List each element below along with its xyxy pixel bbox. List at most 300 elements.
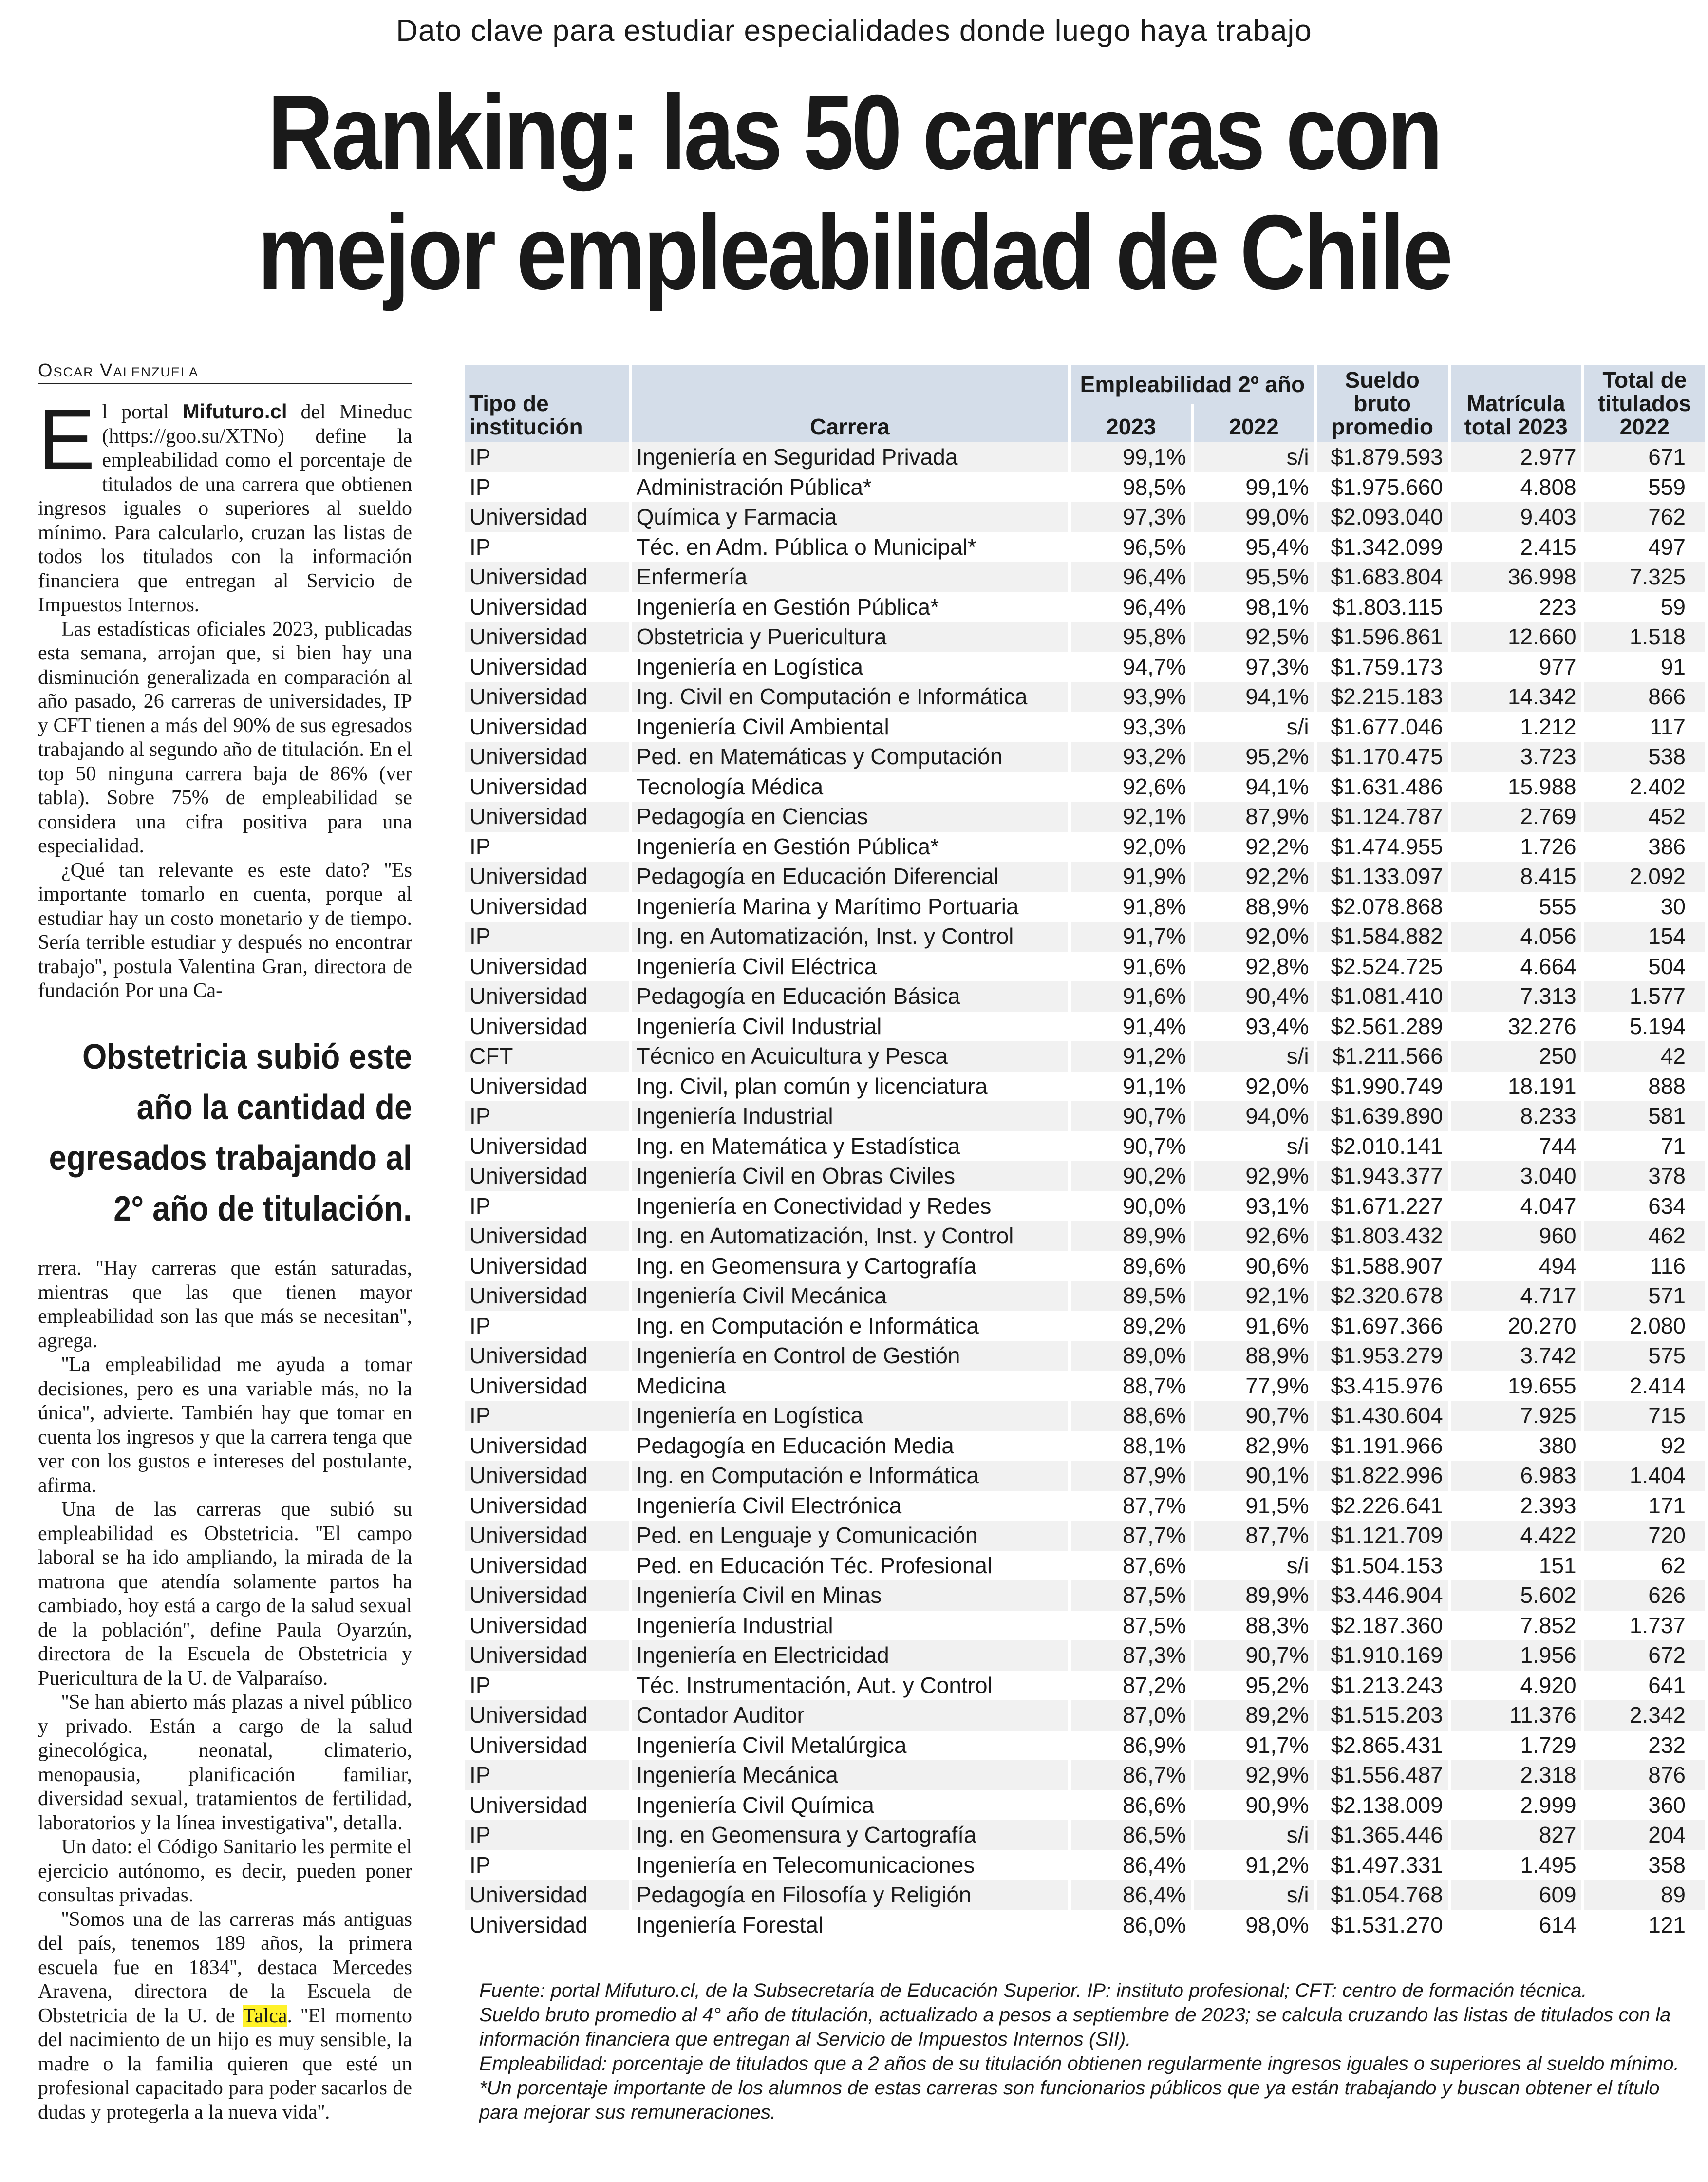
cell-emp-2022: 89,9%	[1194, 1580, 1314, 1611]
table-row	[465, 1161, 1705, 1191]
cell-carrera: Tecnología Médica	[636, 773, 824, 799]
cell-tipo: Universidad	[469, 1912, 588, 1937]
table-row	[465, 1671, 1705, 1701]
cell-emp-2023: 87,7%	[1071, 1521, 1191, 1551]
cell-emp-2022: 97,3%	[1245, 654, 1309, 679]
ranking-table-wrapper	[462, 365, 1708, 1940]
table-row	[465, 1371, 1705, 1401]
article-column-bottom	[38, 1257, 412, 2172]
cell-titulados: 7.325	[1584, 562, 1705, 592]
cell-matricula: 7.313	[1451, 981, 1581, 1012]
cell-carrera: Ing. en Geomensura y Cartografía	[636, 1253, 976, 1279]
cell-matricula: 36.998	[1451, 562, 1581, 592]
cell-carrera: Ingeniería Civil en Obras Civiles	[632, 1161, 1069, 1191]
cell-emp-2022: 93,1%	[1245, 1193, 1309, 1219]
cell-emp-2022: 95,5%	[1194, 562, 1314, 592]
cell-matricula: 15.988	[1507, 773, 1577, 799]
cell-sueldo: $1.803.115	[1332, 594, 1443, 620]
table-row	[465, 1221, 1705, 1251]
cell-matricula: 7.852	[1520, 1612, 1577, 1638]
ranking-table-body	[465, 442, 1705, 1940]
cell-titulados: 30	[1660, 893, 1686, 919]
cell-sueldo: $1.596.861	[1317, 622, 1448, 652]
cell-titulados: 1.404	[1584, 1461, 1705, 1491]
cell-emp-2022: 92,6%	[1194, 1221, 1314, 1251]
cell-sueldo: $2.226.641	[1331, 1492, 1443, 1518]
cell-sueldo: $1.342.099	[1331, 534, 1443, 560]
cell-titulados: 378	[1584, 1161, 1705, 1191]
header-2022: 2022	[1194, 404, 1314, 442]
cell-emp-2023: 88,7%	[1123, 1373, 1186, 1398]
cell-carrera: Ingeniería Civil Eléctrica	[636, 953, 877, 979]
cell-matricula: 4.808	[1520, 474, 1577, 500]
cell-titulados: 876	[1584, 1760, 1705, 1790]
cell-emp-2022: 90,1%	[1194, 1461, 1314, 1491]
cell-sueldo: $1.504.153	[1331, 1552, 1443, 1578]
cell-titulados: 171	[1648, 1492, 1686, 1518]
headline-line-1: Ranking: las 50 carreras con	[267, 74, 1441, 192]
cell-tipo: Universidad	[469, 1432, 588, 1458]
cell-tipo: IP	[465, 1401, 629, 1431]
cell-sueldo: $2.865.431	[1331, 1732, 1443, 1758]
cell-matricula: 7.925	[1451, 1401, 1581, 1431]
cell-carrera: Ingeniería Civil Mecánica	[632, 1281, 1069, 1311]
cell-sueldo: $1.910.169	[1317, 1640, 1448, 1671]
table-row	[465, 1101, 1705, 1131]
cell-carrera: Ped. en Educación Téc. Profesional	[636, 1552, 993, 1578]
cell-emp-2023: 90,2%	[1071, 1161, 1191, 1191]
table-row	[465, 652, 1705, 682]
table-row	[465, 682, 1705, 712]
table-row	[465, 1910, 1705, 1940]
cell-matricula: 12.660	[1451, 622, 1581, 652]
table-row	[465, 472, 1705, 503]
table-row	[465, 1131, 1705, 1162]
header-titulados: Total de titulados 2022	[1584, 365, 1705, 442]
cell-tipo: Universidad	[465, 1341, 629, 1371]
cell-matricula: 14.342	[1451, 682, 1581, 712]
cell-tipo: Universidad	[469, 1732, 588, 1758]
cell-emp-2023: 86,0%	[1123, 1912, 1186, 1937]
cell-tipo: Universidad	[469, 1552, 588, 1578]
cell-emp-2022: 91,7%	[1245, 1732, 1309, 1758]
cell-emp-2022: 88,3%	[1245, 1612, 1309, 1638]
table-row	[465, 1281, 1705, 1311]
cell-tipo: IP	[465, 922, 629, 952]
cell-matricula: 1.726	[1520, 833, 1577, 859]
cell-carrera: Ingeniería Civil en Minas	[632, 1580, 1069, 1611]
table-row	[465, 922, 1705, 952]
cell-carrera: Ingeniería Mecánica	[632, 1760, 1069, 1790]
cell-emp-2022: s/i	[1194, 442, 1314, 472]
cell-titulados: 1.737	[1629, 1612, 1686, 1638]
cell-carrera: Técnico en Acuicultura y Pesca	[632, 1041, 1069, 1072]
cell-emp-2023: 86,9%	[1123, 1732, 1186, 1758]
cell-sueldo: $2.138.009	[1331, 1792, 1443, 1818]
cell-tipo: Universidad	[465, 1880, 629, 1910]
cell-sueldo: $1.213.243	[1331, 1672, 1443, 1698]
cell-titulados: 1.518	[1584, 622, 1705, 652]
cell-titulados: 92	[1660, 1432, 1686, 1458]
cell-carrera: Ingeniería en Telecomunicaciones	[636, 1852, 975, 1878]
table-row	[465, 952, 1705, 982]
cell-carrera: Administración Pública*	[636, 474, 872, 500]
cell-sueldo: $2.187.360	[1331, 1612, 1443, 1638]
cell-emp-2023: 87,5%	[1071, 1580, 1191, 1611]
cell-carrera: Ing. en Automatización, Inst. y Control	[632, 922, 1069, 952]
cell-sueldo: $1.584.882	[1317, 922, 1448, 952]
cell-emp-2023: 92,6%	[1123, 773, 1186, 799]
cell-titulados: 59	[1660, 594, 1686, 620]
cell-sueldo: $3.415.976	[1331, 1373, 1443, 1398]
cell-titulados: 204	[1584, 1820, 1705, 1850]
cell-emp-2023: 91,4%	[1123, 1013, 1186, 1039]
table-row	[465, 1461, 1705, 1491]
cell-titulados: 5.194	[1629, 1013, 1686, 1039]
cell-emp-2022: 94,0%	[1194, 1101, 1314, 1131]
cell-carrera: Ing. Civil, plan común y licenciatura	[636, 1073, 988, 1099]
cell-emp-2023: 89,6%	[1123, 1253, 1186, 1279]
cell-emp-2022: 98,1%	[1245, 594, 1309, 620]
p1-lead: l portal	[102, 401, 183, 423]
cell-carrera: Obstetricia y Puericultura	[632, 622, 1069, 652]
table-row	[465, 622, 1705, 652]
header-tipo: Tipo de institución	[465, 365, 629, 442]
table-row	[465, 1580, 1705, 1611]
cell-tipo: Universidad	[469, 1253, 588, 1279]
cell-tipo: Universidad	[465, 802, 629, 832]
cell-matricula: 2.318	[1451, 1760, 1581, 1790]
cell-carrera: Medicina	[636, 1373, 726, 1398]
cell-carrera: Ingeniería en Gestión Pública*	[636, 833, 939, 859]
cell-matricula: 2.999	[1520, 1792, 1577, 1818]
cell-emp-2023: 88,6%	[1071, 1401, 1191, 1431]
cell-matricula: 20.270	[1507, 1313, 1577, 1338]
cell-carrera: Ingeniería en Logística	[632, 1401, 1069, 1431]
cell-emp-2023: 96,4%	[1123, 594, 1186, 620]
cell-tipo: Universidad	[469, 1073, 588, 1099]
cell-matricula: 223	[1539, 594, 1577, 620]
cell-titulados: 641	[1648, 1672, 1686, 1698]
table-row	[465, 562, 1705, 592]
cell-sueldo: $1.191.966	[1331, 1432, 1443, 1458]
cell-emp-2023: 93,2%	[1071, 742, 1191, 772]
ranking-table	[462, 365, 1708, 1940]
cell-tipo: Universidad	[465, 1461, 629, 1491]
cell-titulados: 452	[1584, 802, 1705, 832]
cell-matricula: 960	[1451, 1221, 1581, 1251]
cell-emp-2022: 93,4%	[1245, 1013, 1309, 1039]
cell-carrera: Ingeniería Civil Metalúrgica	[636, 1732, 907, 1758]
cell-titulados: 89	[1584, 1880, 1705, 1910]
cell-titulados: 571	[1584, 1281, 1705, 1311]
cell-titulados: 42	[1584, 1041, 1705, 1072]
cell-matricula: 6.983	[1451, 1461, 1581, 1491]
cell-sueldo: $2.524.725	[1331, 953, 1443, 979]
cell-titulados: 462	[1584, 1221, 1705, 1251]
cell-emp-2023: 91,7%	[1071, 922, 1191, 952]
cell-emp-2022: 92,1%	[1194, 1281, 1314, 1311]
table-row	[465, 592, 1705, 622]
cell-carrera: Ped. en Lenguaje y Comunicación	[632, 1521, 1069, 1551]
cell-emp-2022: 94,1%	[1245, 773, 1309, 799]
cell-carrera: Ingeniería en Logística	[636, 654, 863, 679]
cell-tipo: Universidad	[465, 1281, 629, 1311]
cell-sueldo: $1.054.768	[1317, 1880, 1448, 1910]
header-2023: 2023	[1071, 404, 1191, 442]
cell-tipo: Universidad	[465, 682, 629, 712]
cell-emp-2023: 91,2%	[1071, 1041, 1191, 1072]
pull-quote-line-4: 2° año de titulación.	[113, 1189, 413, 1228]
cell-sueldo: $1.631.486	[1331, 773, 1443, 799]
cell-tipo: Universidad	[469, 773, 588, 799]
cell-emp-2023: 91,8%	[1123, 893, 1186, 919]
cell-matricula: 3.723	[1451, 742, 1581, 772]
cell-emp-2023: 86,4%	[1071, 1880, 1191, 1910]
table-row	[465, 1820, 1705, 1850]
table-row	[465, 1521, 1705, 1551]
cell-sueldo: $1.879.593	[1317, 442, 1448, 472]
cell-emp-2022: 92,2%	[1194, 862, 1314, 892]
pull-quote	[0, 1032, 412, 1234]
cell-emp-2022: 90,9%	[1245, 1792, 1309, 1818]
cell-emp-2023: 87,2%	[1123, 1672, 1186, 1698]
cell-emp-2023: 93,3%	[1123, 714, 1186, 739]
cell-carrera: Contador Auditor	[632, 1700, 1069, 1731]
cell-emp-2023: 91,1%	[1123, 1073, 1186, 1099]
cell-emp-2023: 92,1%	[1071, 802, 1191, 832]
cell-matricula: 151	[1539, 1552, 1577, 1578]
cell-emp-2023: 87,0%	[1071, 1700, 1191, 1731]
header-empleabilidad: Empleabilidad 2º año	[1071, 365, 1314, 404]
cell-sueldo: $1.990.749	[1331, 1073, 1443, 1099]
table-row	[465, 1311, 1705, 1341]
cell-sueldo: $1.474.955	[1331, 833, 1443, 859]
cell-tipo: Universidad	[465, 1640, 629, 1671]
cell-tipo: Universidad	[469, 1492, 588, 1518]
cell-emp-2023: 91,6%	[1071, 981, 1191, 1012]
cell-titulados: 762	[1584, 502, 1705, 532]
cell-matricula: 2.769	[1451, 802, 1581, 832]
cell-carrera: Ingeniería en Control de Gestión	[632, 1341, 1069, 1371]
cell-tipo: Universidad	[469, 953, 588, 979]
cell-emp-2023: 91,6%	[1123, 953, 1186, 979]
article-paragraph-3: ¿Qué tan relevante es este dato? ''Es importante tomarlo en cuenta, porque al estudiar hay un costo monetario y de tiempo. Sería terrible estudiar y después no encontrar trabajo'', postula Valentina Gran, directora de fundación Por una Ca-	[38, 859, 412, 1002]
article-paragraph-8	[38, 1908, 412, 2125]
cell-matricula: 4.422	[1451, 1521, 1581, 1551]
cell-titulados: 71	[1660, 1133, 1686, 1159]
cell-emp-2023: 90,0%	[1123, 1193, 1186, 1219]
cell-sueldo: $1.671.227	[1331, 1193, 1443, 1219]
cell-titulados: 2.092	[1584, 862, 1705, 892]
cell-emp-2022: s/i	[1194, 1880, 1314, 1910]
cell-emp-2022: 92,0%	[1245, 1073, 1309, 1099]
headline	[119, 73, 1588, 313]
article-paragraph-5: Una de las carreras que subió su empleabilidad es Obstetricia. ''El campo laboral se ha ido ampliando, la mirada de la matrona que atendía solamente partos ha cambiado, hoy está a cargo de la salud sexual de la población'', define Paula Oyarzún, directora de la Escuela de Obstetricia y Puericultura de la U. de Valparaíso.	[38, 1498, 412, 1690]
cell-emp-2022: s/i	[1286, 714, 1309, 739]
cell-sueldo: $2.561.289	[1331, 1013, 1443, 1039]
cell-sueldo: $2.320.678	[1317, 1281, 1448, 1311]
cell-sueldo: $1.133.097	[1317, 862, 1448, 892]
cell-titulados: 888	[1648, 1073, 1686, 1099]
cell-matricula: 1.212	[1520, 714, 1577, 739]
table-row	[465, 1880, 1705, 1910]
cell-tipo: Universidad	[469, 893, 588, 919]
note-asterisk: *Un porcentaje importante de los alumnos de estas carreras son funcionarios públicos que ya están trabajando y buscan obtener el título para mejorar sus remuneraciones.	[479, 2077, 1660, 2123]
cell-emp-2023: 87,6%	[1123, 1552, 1186, 1578]
cell-carrera: Química y Farmacia	[632, 502, 1069, 532]
article-paragraph-2: Las estadísticas oficiales 2023, publicadas esta semana, arrojan que, si bien hay una disminución generalizada en comparación al año pasado, 26 carreras de universidades, IP y CFT tienen a más del 90% de sus egresados trabajando al segundo año de titulación. En el top 50 ninguna carrera baja de 86% (ver tabla). Sobre 75% de empleabilidad se considera una cifra positiva para una especialidad.	[38, 618, 412, 857]
cell-sueldo: $1.515.203	[1317, 1700, 1448, 1731]
cell-titulados: 386	[1648, 833, 1686, 859]
cell-emp-2023: 91,9%	[1071, 862, 1191, 892]
cell-carrera: Pedagogía en Educación Diferencial	[632, 862, 1069, 892]
cell-emp-2022: 99,1%	[1245, 474, 1309, 500]
cell-emp-2023: 86,7%	[1071, 1760, 1191, 1790]
cell-tipo: Universidad	[469, 1133, 588, 1159]
cell-matricula: 3.040	[1451, 1161, 1581, 1191]
cell-matricula: 3.742	[1451, 1341, 1581, 1371]
cell-matricula: 4.920	[1520, 1672, 1577, 1698]
cell-emp-2022: 91,2%	[1245, 1852, 1309, 1878]
table-row	[465, 1700, 1705, 1731]
header-sueldo: Sueldo bruto promedio	[1317, 365, 1448, 442]
article-column-top	[38, 392, 412, 1013]
cell-titulados: 2.402	[1629, 773, 1686, 799]
cell-titulados: 1.577	[1584, 981, 1705, 1012]
cell-emp-2022: 99,0%	[1194, 502, 1314, 532]
note-sueldo: Sueldo bruto promedio al 4° año de titulación, actualizado a pesos a septiembre de 2023; se calcula cruzando las listas de titulados con la información financiera que entregan al Servicio de Impuestos Internos (SII).	[479, 2004, 1671, 2050]
cell-sueldo: $3.446.904	[1317, 1580, 1448, 1611]
table-row	[465, 772, 1705, 802]
cell-matricula: 744	[1539, 1133, 1577, 1159]
cell-matricula: 8.415	[1451, 862, 1581, 892]
cell-matricula: 609	[1451, 1880, 1581, 1910]
cell-titulados: 2.414	[1629, 1373, 1686, 1398]
cell-titulados: 581	[1584, 1101, 1705, 1131]
table-row	[465, 1731, 1705, 1761]
article-paragraph-6: ''Se han abierto más plazas a nivel público y privado. Están a cargo de la salud ginecológica, neonatal, climaterio, menopausia, planificación familiar, diversidad sexual, tratamientos de fertilidad, laboratorios y la línea investigativa'', detalla.	[38, 1691, 412, 1834]
cell-emp-2022: 90,4%	[1194, 981, 1314, 1012]
cell-matricula: 2.415	[1520, 534, 1577, 560]
cell-sueldo: $1.081.410	[1317, 981, 1448, 1012]
cell-emp-2022: 92,8%	[1245, 953, 1309, 979]
cell-sueldo: $1.759.173	[1331, 654, 1443, 679]
cell-carrera: Ingeniería Industrial	[636, 1612, 833, 1638]
cell-emp-2022: 91,5%	[1245, 1492, 1309, 1518]
cell-emp-2022: 98,0%	[1245, 1912, 1309, 1937]
cell-titulados: 866	[1584, 682, 1705, 712]
note-source: Fuente: portal Mifuturo.cl, de la Subsecretaría de Educación Superior. IP: instituto profesional; CFT: centro de formación técnica.	[479, 1980, 1587, 2001]
cell-emp-2023: 88,1%	[1123, 1432, 1186, 1458]
cell-emp-2022: 95,4%	[1245, 534, 1309, 560]
cell-titulados: 504	[1648, 953, 1686, 979]
p1-body: del Mineduc (https://goo.su/XTNo) define la empleabilidad como el porcentaje de titulados de una carrera que obtienen ingresos iguales o superiores al sueldo mínimo. Para calcularlo, cruzan las listas de todos los titulados con la información financiera que entregan al Servicio de Impuestos Internos.	[38, 401, 412, 616]
drop-cap: E	[38, 392, 95, 488]
highlight-talca: Talca	[243, 2004, 287, 2027]
cell-emp-2022: s/i	[1286, 1133, 1309, 1159]
cell-tipo: Universidad	[469, 1013, 588, 1039]
cell-titulados: 121	[1648, 1912, 1686, 1937]
table-row	[465, 502, 1705, 532]
cell-emp-2023: 98,5%	[1123, 474, 1186, 500]
cell-carrera: Ingeniería Forestal	[636, 1912, 824, 1937]
cell-matricula: 32.276	[1507, 1013, 1577, 1039]
cell-emp-2022: 88,9%	[1194, 1341, 1314, 1371]
cell-sueldo: $1.639.890	[1317, 1101, 1448, 1131]
cell-sueldo: $2.078.868	[1331, 893, 1443, 919]
table-row	[465, 1341, 1705, 1371]
table-row	[465, 1401, 1705, 1431]
cell-matricula: 827	[1451, 1820, 1581, 1850]
cell-emp-2022: s/i	[1194, 1041, 1314, 1072]
cell-matricula: 1.729	[1520, 1732, 1577, 1758]
cell-sueldo: $1.121.709	[1317, 1521, 1448, 1551]
cell-emp-2023: 87,7%	[1123, 1492, 1186, 1518]
pull-quote-line-1: Obstetricia subió este	[82, 1037, 412, 1076]
cell-tipo: Universidad	[469, 654, 588, 679]
cell-emp-2022: s/i	[1286, 1552, 1309, 1578]
cell-tipo: IP	[469, 1193, 491, 1219]
cell-tipo: IP	[465, 1101, 629, 1131]
cell-sueldo: $1.531.270	[1331, 1912, 1443, 1937]
cell-tipo: Universidad	[465, 1221, 629, 1251]
cell-tipo: Universidad	[469, 1792, 588, 1818]
table-row	[465, 532, 1705, 563]
cell-sueldo: $1.170.475	[1317, 742, 1448, 772]
cell-titulados: 117	[1650, 714, 1686, 739]
cell-tipo: IP	[469, 474, 491, 500]
cell-titulados: 538	[1584, 742, 1705, 772]
cell-matricula: 4.664	[1520, 953, 1577, 979]
cell-emp-2023: 86,5%	[1071, 1820, 1191, 1850]
cell-tipo: Universidad	[465, 742, 629, 772]
header-matricula: Matrícula total 2023	[1451, 365, 1581, 442]
cell-emp-2023: 86,6%	[1123, 1792, 1186, 1818]
cell-sueldo: $1.430.604	[1317, 1401, 1448, 1431]
cell-emp-2022: 87,7%	[1194, 1521, 1314, 1551]
cell-carrera: Ingeniería Civil Ambiental	[636, 714, 889, 739]
p8-lead: ''Somos una de las carreras más antiguas del país, tenemos 189 años, la primera escuela fue en 1834'', destaca Mercedes Aravena, directora de la Escuela de Obstetricia de la U. de	[38, 1908, 412, 2027]
cell-carrera: Téc. en Adm. Pública o Municipal*	[636, 534, 976, 560]
cell-tipo: Universidad	[469, 1373, 588, 1398]
table-row	[465, 1191, 1705, 1222]
cell-emp-2023: 94,7%	[1123, 654, 1186, 679]
cell-titulados: 2.342	[1584, 1700, 1705, 1731]
cell-emp-2022: 82,9%	[1245, 1432, 1309, 1458]
cell-sueldo: $1.822.996	[1317, 1461, 1448, 1491]
cell-carrera: Ingeniería Marina y Marítimo Portuaria	[636, 893, 1019, 919]
cell-matricula: 9.403	[1451, 502, 1581, 532]
cell-titulados: 626	[1584, 1580, 1705, 1611]
cell-sueldo: $2.093.040	[1317, 502, 1448, 532]
cell-tipo: IP	[465, 442, 629, 472]
cell-sueldo: $1.697.366	[1331, 1313, 1443, 1338]
cell-emp-2022: 90,6%	[1245, 1253, 1309, 1279]
cell-carrera: Téc. Instrumentación, Aut. y Control	[636, 1672, 993, 1698]
cell-matricula: 19.655	[1507, 1373, 1577, 1398]
cell-emp-2022: 89,2%	[1194, 1700, 1314, 1731]
cell-carrera: Ing. en Matemática y Estadística	[636, 1133, 960, 1159]
header-carrera: Carrera	[632, 365, 1069, 442]
cell-carrera: Ing. Civil en Computación e Informática	[632, 682, 1069, 712]
cell-sueldo: $1.211.566	[1317, 1041, 1448, 1072]
cell-emp-2023: 95,8%	[1071, 622, 1191, 652]
cell-carrera: Ingeniería en Conectividad y Redes	[636, 1193, 992, 1219]
headline-line-2: mejor empleabilidad de Chile	[257, 193, 1451, 312]
cell-carrera: Pedagogía en Educación Media	[636, 1432, 954, 1458]
cell-titulados: 559	[1648, 474, 1686, 500]
